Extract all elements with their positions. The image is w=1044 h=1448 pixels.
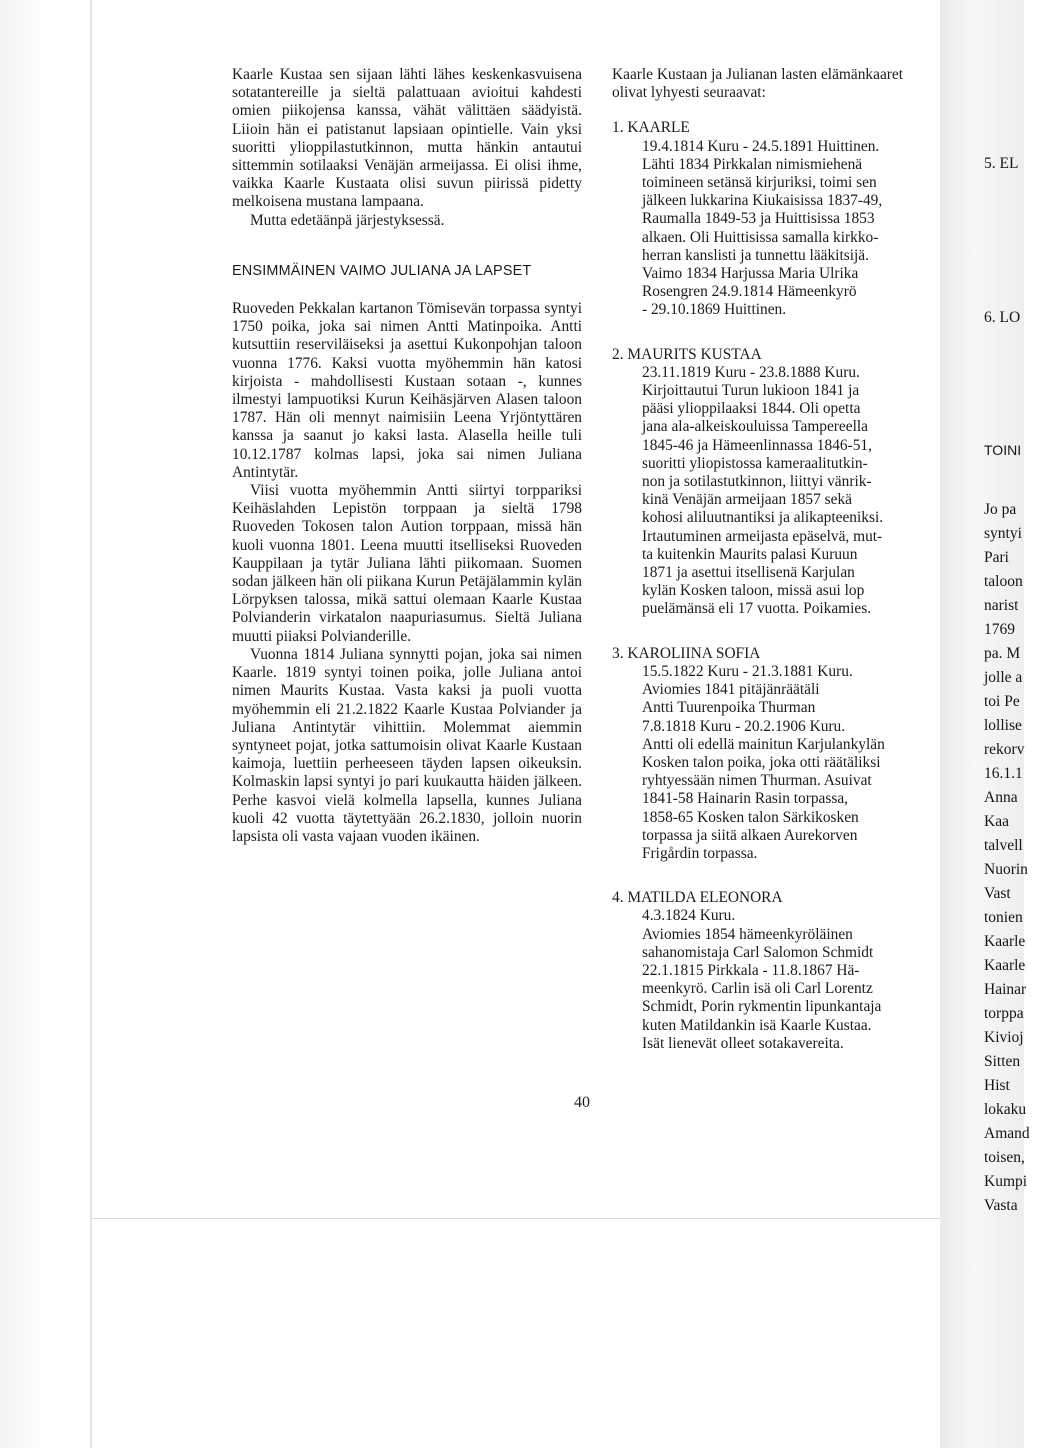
- adjacent-page-fragment: lollise: [984, 717, 1022, 734]
- adjacent-page-fragment: Kaarle: [984, 933, 1026, 950]
- adjacent-page-fragment: 5. EL: [984, 155, 1019, 172]
- child-title: 4. MATILDA ELEONORA: [612, 889, 783, 907]
- adjacent-page-fragment: toisen,: [984, 1149, 1025, 1166]
- child-detail-line: 1845-46 ja Hämeenlinnassa 1846-51,: [642, 436, 872, 454]
- child-detail-line: herran kanslisti ja tunnettu lääkitsijä.: [642, 246, 869, 264]
- adjacent-page-fragment: narist: [984, 597, 1019, 614]
- child-detail-line: 1841-58 Hainarin Rasin torpassa,: [642, 790, 849, 808]
- adjacent-page-fragment: taloon: [984, 573, 1023, 590]
- child-entry: [612, 346, 934, 619]
- left-column: [232, 66, 582, 846]
- adjacent-page-fragment: Vast: [984, 885, 1011, 902]
- page-fold-line: [90, 0, 92, 1448]
- adjacent-page-fragment: 16.1.1: [984, 765, 1023, 782]
- child-detail-line: toimineen setänsä kirjuriksi, toimi sen: [642, 174, 877, 192]
- child-detail-line: non ja sotilastutkinnon, liittyi vänrik-: [642, 473, 872, 491]
- adjacent-page-fragment: Hist: [984, 1077, 1010, 1094]
- adjacent-page-fragment: Kaarle: [984, 957, 1026, 974]
- adjacent-page-fragment: Amand: [984, 1125, 1030, 1142]
- transition-line: Mutta edetäänpä järjestyksessä.: [250, 211, 445, 229]
- adjacent-page-fragment: Kumpi: [984, 1173, 1028, 1190]
- child-detail-line: Frigårdin torpassa.: [642, 844, 758, 862]
- intro-paragraph: Kaarle Kustaa sen sijaan lähti lähes keskenkasvuisena sotatantereille ja sieltä palattuaan avioitui kahdesti omien piikojensa kanssa, vähät välittäen säädyistä. Liioin hän ei patistanut lapsiaan opintielle. Vain yksi suoritti ylioppilastutkinnon, mutta hänkin antautui sittemmin sotilaaksi Venäjän armeijassa. Ei olisi ihme, vaikka Kaarle Kustaata olisi suvun piirissä pidetty melkoisena mustana lampaana.: [232, 66, 582, 211]
- adjacent-page-fragment: Kivioj: [984, 1029, 1024, 1046]
- child-detail-line: kohosi aliluutnantiksi ja alikapteeniksi.: [642, 509, 884, 527]
- child-details: [642, 907, 934, 1053]
- child-detail-line: 1871 ja asettui itsellisenä Karjulan: [642, 564, 855, 582]
- spacer: [612, 320, 934, 346]
- paragraph-3: Vuonna 1814 Juliana synnytti pojan, joka sai nimen Kaarle. 1819 syntyi toinen poika, jolle Juliana antoi nimen Maurits Kustaa. Vasta kaksi ja puoli vuotta myöhemmin eli 21.2.1822 Kaarle Kustaa Polviander ja Juliana Antintytär vihittiin. Molemmat aiemmin syntyneet pojat, jotka sattumoisin olivat Kaarle Kustaan kaimoja, luettiin perheeseen täyden lapsen oikeuksin. Kolmaskin lapsi syntyi jo pari kuukautta häiden jälkeen. Perhe kasvoi vielä kolmella lapsella, kunnes Juliana kuoli 42 vuotta täytettyään 26.2.1830, jolloin nuorin lapsista oli vasta vajaan vuoden ikäinen.: [232, 645, 582, 845]
- spacer: [232, 280, 582, 300]
- child-detail-line: - 29.10.1869 Huittinen.: [642, 301, 787, 319]
- spacer: [612, 102, 934, 119]
- child-title: 2. MAURITS KUSTAA: [612, 345, 762, 363]
- adjacent-page-fragment: 1769: [984, 621, 1015, 638]
- child-detail-line: Aviomies 1854 hämeenkyröläinen: [642, 925, 853, 943]
- child-detail-line: Kirjoittautui Turun lukioon 1841 ja: [642, 382, 860, 400]
- child-detail-line: Vaimo 1834 Harjussa Maria Ulrika: [642, 265, 859, 283]
- adjacent-page-fragment: jolle a: [984, 669, 1023, 686]
- child-detail-line: suoritti yliopistossa kameraalitutkin-: [642, 454, 868, 472]
- child-detail-line: meenkyrö. Carlin isä oli Carl Lorentz: [642, 980, 873, 998]
- child-detail-line: 4.3.1824 Kuru.: [642, 907, 736, 925]
- children-list: [612, 119, 934, 1053]
- child-details: [642, 663, 934, 863]
- child-details: [642, 138, 934, 320]
- child-title: 3. KAROLIINA SOFIA: [612, 644, 761, 662]
- child-title: 1. KAARLE: [612, 119, 690, 137]
- page-bottom-edge: [92, 1218, 940, 1219]
- child-entry: [612, 645, 934, 863]
- child-detail-line: kinä Venäjän armeijaan 1857 sekä: [642, 491, 852, 509]
- adjacent-page-fragment: Jo pa: [984, 501, 1017, 518]
- adjacent-page-fragment: Sitten: [984, 1053, 1021, 1070]
- child-detail-line: pääsi ylioppilaaksi 1844. Oli opetta: [642, 400, 861, 418]
- child-detail-line: Raumalla 1849-53 ja Huittisissa 1853: [642, 210, 875, 228]
- adjacent-page-fragment: Anna: [984, 789, 1018, 806]
- paragraph-2: Viisi vuotta myöhemmin Antti siirtyi torppariksi Keihäslahden Lepistön torppaan ja sieltä 1798 Ruoveden Tokosen talon Aution torppaan, missä hän kuoli vuonna 1801. Leena muutti itselliseksi Ruoveden Kauppilaan ja tytär Juliana lähti piikomaan. Suomen sodan jälkeen hän oli piikana Kurun Petäjälammin kylän Lörpyksen talossa, mikä sattui olemaan Kaarle Kustaa Polvianderin virkatalon naapuriasumus. Sieltä Juliana muutti piiaksi Polvianderille.: [232, 482, 582, 645]
- child-entry: [612, 889, 934, 1053]
- paragraph-1: Ruoveden Pekkalan kartanon Tömisevän torpassa syntyi 1750 poika, joka sai nimen Antti Matinpoika. Antti kutsuttiin reserviläiseksi ja asettui Kukonpohjan taloon vuonna 1776. Kaksi vuotta myöhemmin hän katosi kirjoista - mahdollisesti Kustaan sotaan -, kunnes ilmestyi lampuotiksi Kurun Keihäsjärven Alasen taloon 1787. Hän oli mennyt naimisiin Leena Yrjöntyttären kanssa ja saanut jo kaksi lasta. Alasella heille tuli 10.12.1787 kolmas lapsi, joka sai nimen Juliana Antintytär.: [232, 300, 582, 481]
- child-detail-line: 15.5.1822 Kuru - 21.3.1881 Kuru.: [642, 662, 853, 680]
- child-details: [642, 364, 934, 619]
- child-detail-line: jälkeen lukkarina Kiukaisissa 1837-49,: [642, 192, 883, 210]
- child-detail-line: puelämänsä eli 17 vuotta. Poikamies.: [642, 600, 872, 618]
- child-detail-line: Rosengren 24.9.1814 Hämeenkyrö: [642, 283, 857, 301]
- child-detail-line: jana ala-alkeiskouluissa Tampereella: [642, 418, 868, 436]
- adjacent-page-fragment: talvell: [984, 837, 1023, 854]
- child-detail-line: Lähti 1834 Pirkkalan nimismiehenä: [642, 155, 863, 173]
- adjacent-page-fragment: TOINI: [984, 442, 1022, 458]
- child-detail-line: 22.1.1815 Pirkkala - 11.8.1867 Hä-: [642, 961, 860, 979]
- page-number: 40: [574, 1094, 590, 1111]
- adjacent-page-fragment: Pari: [984, 549, 1009, 566]
- child-detail-line: 1858-65 Kosken talon Särkikosken: [642, 808, 859, 826]
- spacer: [612, 619, 934, 645]
- child-detail-line: torpassa ja siitä alkaen Aurekorven: [642, 826, 858, 844]
- adjacent-page-fragment: toi Pe: [984, 693, 1020, 710]
- child-detail-line: kylän Kosken taloon, missä asui lop: [642, 582, 865, 600]
- child-detail-line: ryhtyessään nimen Thurman. Asuivat: [642, 772, 872, 790]
- adjacent-page-fragment: tonien: [984, 909, 1023, 926]
- adjacent-page-fragment: lokaku: [984, 1101, 1027, 1118]
- adjacent-page-strip: [940, 0, 1030, 1448]
- adjacent-page-fragment: torppa: [984, 1005, 1024, 1022]
- child-detail-line: ta kuitenkin Maurits palasi Kuruun: [642, 545, 858, 563]
- child-detail-line: Kosken talon poika, joka otti räätäliksi: [642, 753, 881, 771]
- adjacent-page-fragment: pa. M: [984, 645, 1021, 662]
- child-detail-line: alkaen. Oli Huittisissa samalla kirkko-: [642, 228, 879, 246]
- child-detail-line: Antti oli edellä mainitun Karjulankylän: [642, 735, 885, 753]
- child-detail-line: sahanomistaja Carl Salomon Schmidt: [642, 943, 874, 961]
- child-detail-line: 7.8.1818 Kuru - 20.2.1906 Kuru.: [642, 717, 846, 735]
- adjacent-page-fragment: 6. LO: [984, 309, 1021, 326]
- children-intro: Kaarle Kustaan ja Julianan lasten elämänkaaret olivat lyhyesti seuraavat:: [612, 66, 904, 102]
- section-heading: ENSIMMÄINEN VAIMO JULIANA JA LAPSET: [232, 262, 532, 279]
- adjacent-page-fragment: Vasta: [984, 1197, 1018, 1214]
- child-detail-line: Isät lienevät olleet sotakavereita.: [642, 1034, 844, 1052]
- child-detail-line: Antti Tuurenpoika Thurman: [642, 699, 816, 717]
- child-detail-line: Aviomies 1841 pitäjänräätäli: [642, 681, 820, 699]
- scan-left-margin: [0, 0, 86, 1448]
- spacer: [232, 230, 582, 262]
- adjacent-page-fragment: rekorv: [984, 741, 1025, 758]
- adjacent-page-fragment: Hainar: [984, 981, 1027, 998]
- child-entry: [612, 119, 934, 319]
- child-detail-line: kuten Matildankin isä Kaarle Kustaa.: [642, 1016, 872, 1034]
- adjacent-page-fragment: Nuorin: [984, 861, 1028, 878]
- adjacent-page-fragment: syntyi: [984, 525, 1022, 542]
- right-column: [612, 66, 934, 1053]
- spacer: [612, 863, 934, 889]
- child-detail-line: 19.4.1814 Kuru - 24.5.1891 Huittinen.: [642, 137, 880, 155]
- child-detail-line: Irtautuminen armeijasta epäselvä, mut-: [642, 527, 883, 545]
- child-detail-line: 23.11.1819 Kuru - 23.8.1888 Kuru.: [642, 363, 860, 381]
- adjacent-page-fragment: Kaa: [984, 813, 1009, 830]
- child-detail-line: Schmidt, Porin rykmentin lipunkantaja: [642, 998, 882, 1016]
